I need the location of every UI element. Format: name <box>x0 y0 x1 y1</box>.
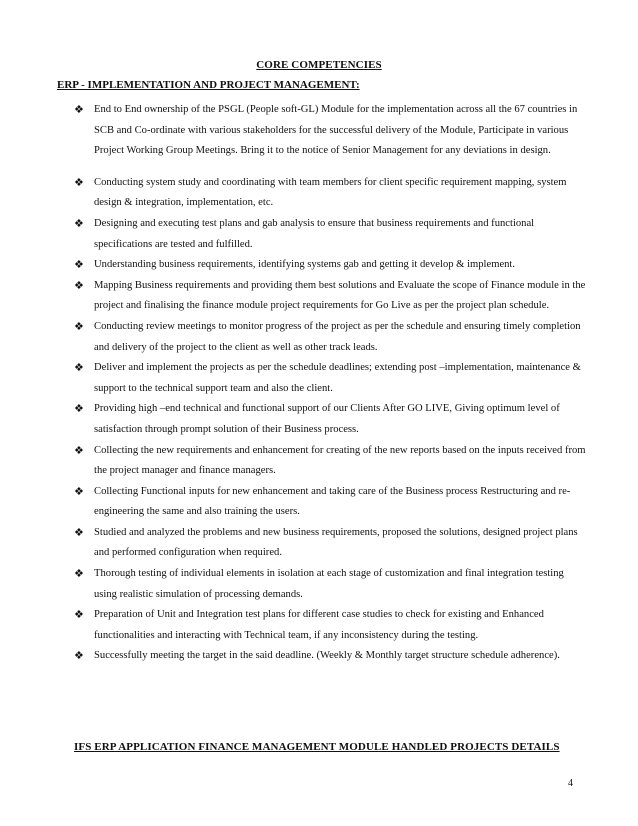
list-item <box>74 358 586 399</box>
list-item-text: Collecting the new requirements and enhancement for creating of the new reports based on the inputs received from the project manager and finance managers. <box>94 444 586 477</box>
diamond-bullet-icon: ❖ <box>74 176 84 189</box>
diamond-bullet-icon: ❖ <box>74 217 84 230</box>
diamond-bullet-icon: ❖ <box>74 526 84 539</box>
page-number: 4 <box>568 778 573 789</box>
diamond-bullet-icon: ❖ <box>74 259 84 272</box>
projects-heading: IFS ERP APPLICATION FINANCE MANAGEMENT MODULE HANDLED PROJECTS DETAILS <box>74 741 560 753</box>
diamond-bullet-icon: ❖ <box>74 568 84 581</box>
list-item-text: Mapping Business requirements and providing them best solutions and Evaluate the scope of Finance module in the project and finalising the finance module project requirements for Go Live as per the project plan schedule. <box>94 279 586 312</box>
list-item-text: Understanding business requirements, identifying systems gab and getting it develop & implement. <box>94 259 516 271</box>
diamond-bullet-icon: ❖ <box>74 403 84 416</box>
section-title: CORE COMPETENCIES <box>256 59 382 71</box>
list-item <box>74 564 586 605</box>
diamond-bullet-icon: ❖ <box>74 485 84 498</box>
list-item-text: End to End ownership of the PSGL (People soft-GL) Module for the implementation across all the 67 countries in SCB and Co-ordinate with various stakeholders for the successful delivery of the Module, Participate in various Project Working Group Meetings. Bring it to the notice of Senior Management for any deviations in design. <box>94 104 578 157</box>
sub-heading: ERP - IMPLEMENTATION AND PROJECT MANAGEMENT: <box>57 79 360 91</box>
list-item-text: Studied and analyzed the problems and new business requirements, proposed the solutions, designed project plans and performed configuration when required. <box>94 526 578 559</box>
list-item-text: Preparation of Unit and Integration test plans for different case studies to check for existing and Enhanced functionalities and interacting with Technical team, if any inconsistency during the testing. <box>94 609 544 641</box>
list-item <box>74 214 586 255</box>
list-item <box>74 100 586 162</box>
diamond-bullet-icon: ❖ <box>74 104 84 116</box>
list-item-text: Designing and executing test plans and gab analysis to ensure that business requirements and functional specifications are tested and fulfilled. <box>94 217 535 250</box>
diamond-bullet-icon: ❖ <box>74 444 84 457</box>
list-item-text: Collecting Functional inputs for new enhancement and taking care of the Business process Restructuring and re-engineering the same and also training the users. <box>94 485 571 518</box>
list-item <box>74 173 586 214</box>
diamond-bullet-icon: ❖ <box>74 320 84 333</box>
diamond-bullet-icon: ❖ <box>74 362 84 375</box>
diamond-bullet-icon: ❖ <box>74 650 84 663</box>
list-item <box>74 523 586 564</box>
list-item-text: Conducting review meetings to monitor progress of the project as per the schedule and ensuring timely completion and delivery of the project to the client as well as other track leads. <box>94 320 581 353</box>
list-item <box>74 399 586 440</box>
list-item <box>74 441 586 482</box>
list-item-text: Thorough testing of individual elements in isolation at each stage of customization and final integration testing using realistic simulation of processing demands. <box>94 568 564 600</box>
list-item-text: Providing high –end technical and functional support of our Clients After GO LIVE, Giving optimum level of satisfaction through prompt solution of their Business process. <box>94 403 560 435</box>
list-item-text: Successfully meeting the target in the said deadline. (Weekly & Monthly target structure schedule adherence). <box>94 650 560 662</box>
diamond-bullet-icon: ❖ <box>74 609 84 622</box>
list-item <box>74 646 586 667</box>
list-item-text: Conducting system study and coordinating with team members for client specific requirement mapping, system design & integration, implementation, etc. <box>94 176 567 209</box>
list-item-text: Deliver and implement the projects as per the schedule deadlines; extending post –implementation, maintenance & support to the technical support team and also the client. <box>94 362 581 394</box>
competencies-list <box>74 100 586 667</box>
list-item <box>74 276 586 317</box>
list-item <box>74 605 586 646</box>
list-item <box>74 255 586 276</box>
diamond-bullet-icon: ❖ <box>74 279 84 292</box>
list-item <box>74 482 586 523</box>
list-item <box>74 317 586 358</box>
